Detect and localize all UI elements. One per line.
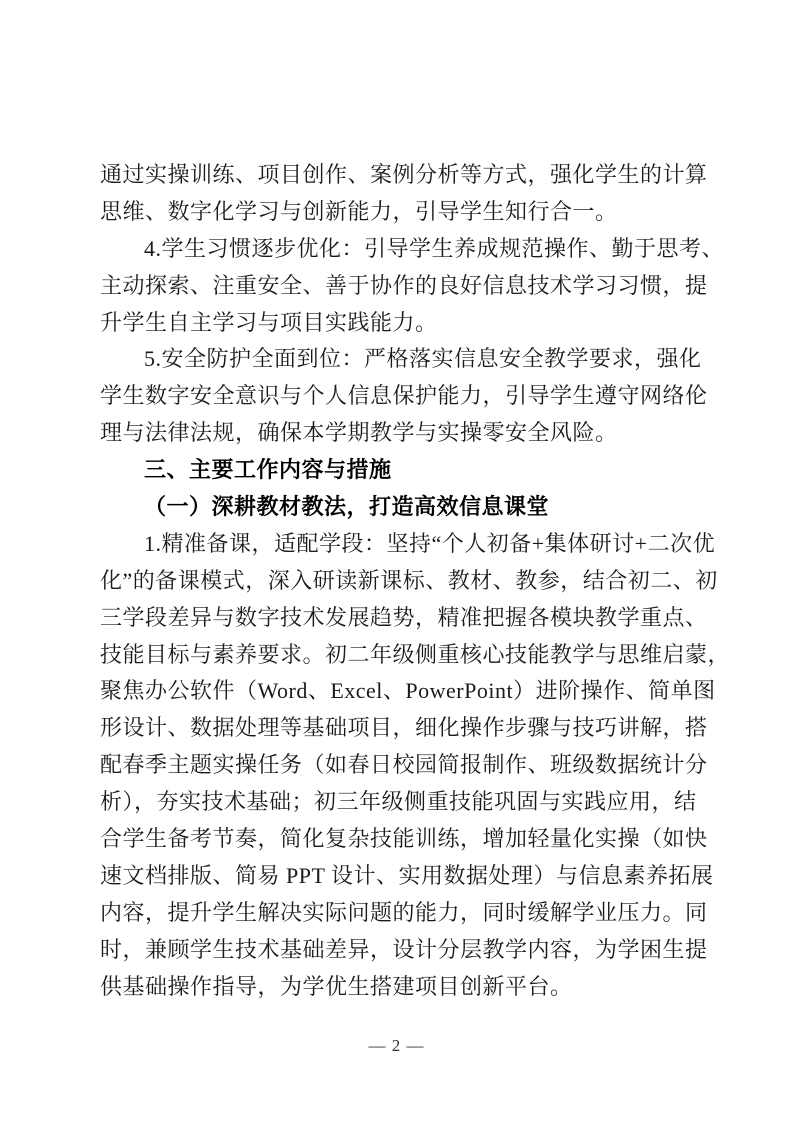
- text-line: 内容，提升学生解决实际问题的能力，同时缓解学业压力。同: [100, 899, 708, 925]
- text-line: 4.学生习惯逐步优化：引导学生养成规范操作、勤于思考、: [144, 235, 725, 261]
- text-line: 化”的备课模式，深入研读新课标、教材、教参，结合初二、初: [100, 567, 718, 593]
- text-line: 主动探索、注重安全、善于协作的良好信息技术学习习惯，提: [100, 272, 708, 298]
- text-line: 思维、数字化学习与创新能力，引导学生知行合一。: [100, 198, 618, 224]
- text-line: 学生数字安全意识与个人信息保护能力，引导学生遵守网络伦: [100, 383, 708, 409]
- text-line: 通过实操训练、项目创作、案例分析等方式，强化学生的计算: [100, 162, 708, 187]
- page-footer: [0, 1034, 793, 1058]
- text-line: 供基础操作指导，为学优生搭建项目创新平台。: [100, 973, 573, 999]
- text-line: 时，兼顾学生技术基础差异，设计分层教学内容，为学困生提: [100, 936, 708, 962]
- text-line: 速文档排版、简易 PPT 设计、实用数据处理）与信息素养拓展: [100, 862, 714, 888]
- text-line: 技能目标与素养要求。初二年级侧重核心技能教学与思维启蒙，: [100, 641, 731, 667]
- text-line: 1.精准备课，适配学段：坚持“个人初备+集体研讨+二次优: [144, 530, 716, 556]
- text-line: 升学生自主学习与项目实践能力。: [100, 309, 438, 335]
- text-line: 形设计、数据处理等基础项目，细化操作步骤与技巧讲解，搭: [100, 715, 708, 741]
- text-line: 5.安全防护全面到位：严格落实信息安全教学要求，强化: [144, 346, 702, 372]
- text-line: 理与法律法规，确保本学期教学与实操零安全风险。: [100, 420, 618, 446]
- text-line: 三学段差异与数字技术发展趋势，精准把握各模块教学重点、: [100, 604, 708, 630]
- text-line: 合学生备考节奏，简化复杂技能训练，增加轻量化实操（如快: [100, 826, 708, 852]
- document-body: [100, 157, 731, 1005]
- text-line: 析），夯实技术基础；初三年级侧重技能巩固与实践应用，结: [100, 789, 697, 815]
- text-line: 聚焦办公软件（Word、Excel、PowerPoint）进阶操作、简单图: [100, 678, 716, 704]
- text-line: 三、主要工作内容与措施: [144, 457, 392, 483]
- text-line: （一）深耕教材教法，打造高效信息课堂: [144, 494, 550, 520]
- page-number: — 2 —: [368, 1036, 425, 1055]
- text-line: 配春季主题实操任务（如春日校园简报制作、班级数据统计分: [100, 752, 708, 778]
